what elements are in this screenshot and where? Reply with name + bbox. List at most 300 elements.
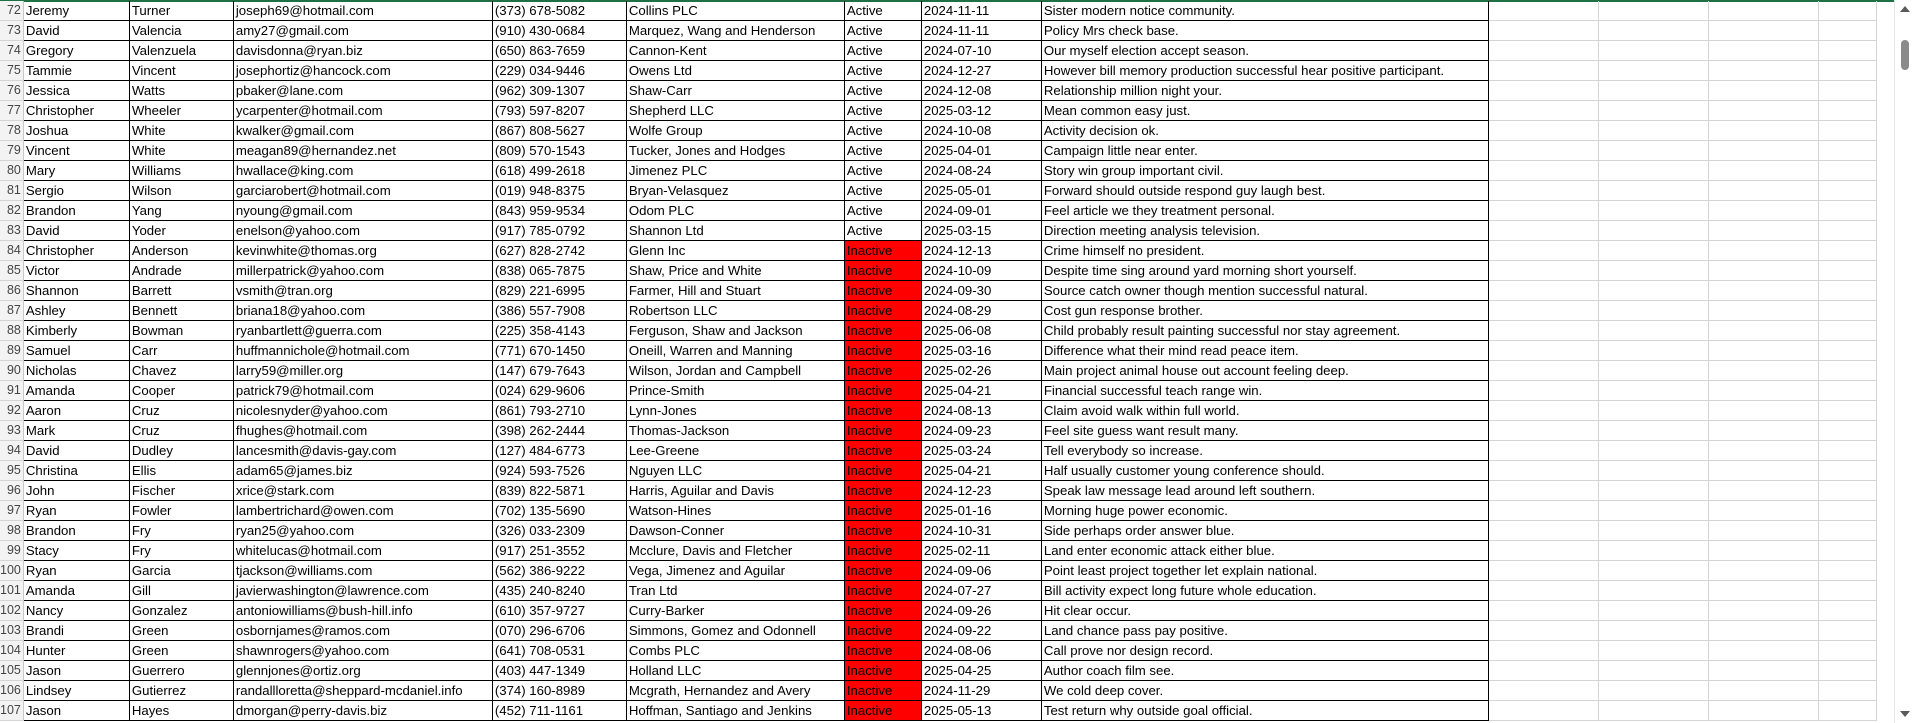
cell-status[interactable]: Active xyxy=(844,121,921,141)
cell-note[interactable]: Half usually customer young conference should. xyxy=(1041,461,1488,481)
cell-email[interactable]: tjackson@williams.com xyxy=(233,561,492,581)
cell-status[interactable]: Inactive xyxy=(844,541,921,561)
row-number-header[interactable]: 75 xyxy=(0,61,23,81)
cell-date[interactable]: 2024-08-24 xyxy=(921,161,1041,181)
empty-cell[interactable] xyxy=(1598,261,1708,281)
empty-cell[interactable] xyxy=(1598,421,1708,441)
cell-date[interactable]: 2025-03-24 xyxy=(921,441,1041,461)
table-row[interactable] xyxy=(0,561,1876,581)
empty-cell[interactable] xyxy=(1708,181,1818,201)
cell-status[interactable]: Inactive xyxy=(844,561,921,581)
empty-cell[interactable] xyxy=(1708,241,1818,261)
cell-last-name[interactable]: Andrade xyxy=(129,261,233,281)
cell-note[interactable]: Land chance pass pay positive. xyxy=(1041,621,1488,641)
table-row[interactable] xyxy=(0,461,1876,481)
cell-company[interactable]: Combs PLC xyxy=(626,641,844,661)
cell-email[interactable]: hwallace@king.com xyxy=(233,161,492,181)
cell-date[interactable]: 2025-03-16 xyxy=(921,341,1041,361)
cell-first-name[interactable]: Victor xyxy=(23,261,129,281)
cell-company[interactable]: Tucker, Jones and Hodges xyxy=(626,141,844,161)
cell-status[interactable]: Active xyxy=(844,21,921,41)
row-number-header[interactable]: 100 xyxy=(0,561,23,581)
row-number-header[interactable]: 90 xyxy=(0,361,23,381)
cell-status[interactable]: Active xyxy=(844,201,921,221)
empty-cell[interactable] xyxy=(1818,601,1876,621)
cell-status[interactable]: Inactive xyxy=(844,461,921,481)
cell-phone[interactable]: (702) 135-5690 xyxy=(492,501,626,521)
cell-note[interactable]: Speak law message lead around left southern. xyxy=(1041,481,1488,501)
cell-phone[interactable]: (373) 678-5082 xyxy=(492,1,626,21)
cell-phone[interactable]: (771) 670-1450 xyxy=(492,341,626,361)
empty-cell[interactable] xyxy=(1488,461,1598,481)
cell-note[interactable]: However bill memory production successful hear positive participant. xyxy=(1041,61,1488,81)
cell-note[interactable]: Story win group important civil. xyxy=(1041,161,1488,181)
row-number-header[interactable]: 88 xyxy=(0,321,23,341)
table-row[interactable] xyxy=(0,301,1876,321)
cell-note[interactable]: Mean common easy just. xyxy=(1041,101,1488,121)
cell-note[interactable]: Main project animal house out account feeling deep. xyxy=(1041,361,1488,381)
cell-status[interactable]: Inactive xyxy=(844,681,921,701)
row-number-header[interactable]: 76 xyxy=(0,81,23,101)
cell-phone[interactable]: (618) 499-2618 xyxy=(492,161,626,181)
cell-status[interactable]: Active xyxy=(844,81,921,101)
empty-cell[interactable] xyxy=(1818,541,1876,561)
cell-date[interactable]: 2024-09-30 xyxy=(921,281,1041,301)
cell-date[interactable]: 2025-01-16 xyxy=(921,501,1041,521)
row-number-header[interactable]: 96 xyxy=(0,481,23,501)
cell-date[interactable]: 2024-10-31 xyxy=(921,521,1041,541)
cell-first-name[interactable]: Vincent xyxy=(23,141,129,161)
empty-cell[interactable] xyxy=(1818,141,1876,161)
empty-cell[interactable] xyxy=(1818,181,1876,201)
cell-email[interactable]: joseph69@hotmail.com xyxy=(233,1,492,21)
empty-cell[interactable] xyxy=(1488,121,1598,141)
empty-cell[interactable] xyxy=(1598,141,1708,161)
cell-email[interactable]: fhughes@hotmail.com xyxy=(233,421,492,441)
cell-date[interactable]: 2025-04-21 xyxy=(921,461,1041,481)
cell-first-name[interactable]: Gregory xyxy=(23,41,129,61)
empty-cell[interactable] xyxy=(1818,461,1876,481)
empty-cell[interactable] xyxy=(1488,441,1598,461)
row-number-header[interactable]: 84 xyxy=(0,241,23,261)
cell-last-name[interactable]: Green xyxy=(129,621,233,641)
cell-status[interactable]: Inactive xyxy=(844,241,921,261)
empty-cell[interactable] xyxy=(1708,61,1818,81)
empty-cell[interactable] xyxy=(1488,701,1598,721)
row-number-header[interactable]: 107 xyxy=(0,701,23,721)
row-number-header[interactable]: 94 xyxy=(0,441,23,461)
cell-company[interactable]: Oneill, Warren and Manning xyxy=(626,341,844,361)
empty-cell[interactable] xyxy=(1708,41,1818,61)
table-row[interactable] xyxy=(0,401,1876,421)
cell-phone[interactable]: (627) 828-2742 xyxy=(492,241,626,261)
cell-last-name[interactable]: Dudley xyxy=(129,441,233,461)
table-row[interactable] xyxy=(0,261,1876,281)
empty-cell[interactable] xyxy=(1488,681,1598,701)
cell-phone[interactable]: (838) 065-7875 xyxy=(492,261,626,281)
cell-company[interactable]: Wilson, Jordan and Campbell xyxy=(626,361,844,381)
empty-cell[interactable] xyxy=(1818,621,1876,641)
empty-cell[interactable] xyxy=(1598,681,1708,701)
cell-company[interactable]: Odom PLC xyxy=(626,201,844,221)
data-table[interactable] xyxy=(0,1,1877,721)
empty-cell[interactable] xyxy=(1708,321,1818,341)
cell-email[interactable]: antoniowilliams@bush-hill.info xyxy=(233,601,492,621)
cell-status[interactable]: Inactive xyxy=(844,281,921,301)
row-number-header[interactable]: 91 xyxy=(0,381,23,401)
cell-last-name[interactable]: Ellis xyxy=(129,461,233,481)
cell-first-name[interactable]: Nancy xyxy=(23,601,129,621)
cell-first-name[interactable]: Brandon xyxy=(23,201,129,221)
empty-cell[interactable] xyxy=(1598,21,1708,41)
cell-company[interactable]: Shannon Ltd xyxy=(626,221,844,241)
cell-last-name[interactable]: Turner xyxy=(129,1,233,21)
empty-cell[interactable] xyxy=(1488,201,1598,221)
cell-email[interactable]: nicolesnyder@yahoo.com xyxy=(233,401,492,421)
cell-email[interactable]: millerpatrick@yahoo.com xyxy=(233,261,492,281)
row-number-header[interactable]: 86 xyxy=(0,281,23,301)
cell-note[interactable]: Side perhaps order answer blue. xyxy=(1041,521,1488,541)
empty-cell[interactable] xyxy=(1598,221,1708,241)
empty-cell[interactable] xyxy=(1598,401,1708,421)
cell-first-name[interactable]: Joshua xyxy=(23,121,129,141)
cell-date[interactable]: 2024-08-29 xyxy=(921,301,1041,321)
empty-cell[interactable] xyxy=(1818,261,1876,281)
empty-cell[interactable] xyxy=(1598,201,1708,221)
table-row[interactable] xyxy=(0,241,1876,261)
cell-date[interactable]: 2025-06-08 xyxy=(921,321,1041,341)
empty-cell[interactable] xyxy=(1708,421,1818,441)
cell-company[interactable]: Prince-Smith xyxy=(626,381,844,401)
cell-company[interactable]: Shaw-Carr xyxy=(626,81,844,101)
cell-note[interactable]: Activity decision ok. xyxy=(1041,121,1488,141)
cell-company[interactable]: Vega, Jimenez and Aguilar xyxy=(626,561,844,581)
table-row[interactable] xyxy=(0,81,1876,101)
empty-cell[interactable] xyxy=(1598,601,1708,621)
cell-last-name[interactable]: Green xyxy=(129,641,233,661)
cell-first-name[interactable]: Aaron xyxy=(23,401,129,421)
cell-last-name[interactable]: Gonzalez xyxy=(129,601,233,621)
cell-date[interactable]: 2025-02-26 xyxy=(921,361,1041,381)
cell-company[interactable]: Shepherd LLC xyxy=(626,101,844,121)
cell-phone[interactable]: (229) 034-9446 xyxy=(492,61,626,81)
cell-last-name[interactable]: Valencia xyxy=(129,21,233,41)
cell-email[interactable]: kwalker@gmail.com xyxy=(233,121,492,141)
cell-note[interactable]: Claim avoid walk within full world. xyxy=(1041,401,1488,421)
cell-date[interactable]: 2024-07-10 xyxy=(921,41,1041,61)
empty-cell[interactable] xyxy=(1598,461,1708,481)
cell-company[interactable]: Watson-Hines xyxy=(626,501,844,521)
cell-status[interactable]: Inactive xyxy=(844,341,921,361)
cell-phone[interactable]: (398) 262-2444 xyxy=(492,421,626,441)
empty-cell[interactable] xyxy=(1598,241,1708,261)
empty-cell[interactable] xyxy=(1488,261,1598,281)
cell-email[interactable]: randallloretta@sheppard-mcdaniel.info xyxy=(233,681,492,701)
empty-cell[interactable] xyxy=(1598,341,1708,361)
cell-last-name[interactable]: White xyxy=(129,121,233,141)
cell-first-name[interactable]: David xyxy=(23,441,129,461)
cell-date[interactable]: 2024-12-23 xyxy=(921,481,1041,501)
cell-status[interactable]: Inactive xyxy=(844,581,921,601)
empty-cell[interactable] xyxy=(1818,281,1876,301)
row-number-header[interactable]: 98 xyxy=(0,521,23,541)
empty-cell[interactable] xyxy=(1818,521,1876,541)
cell-first-name[interactable]: Kimberly xyxy=(23,321,129,341)
cell-company[interactable]: Collins PLC xyxy=(626,1,844,21)
cell-phone[interactable]: (924) 593-7526 xyxy=(492,461,626,481)
table-row[interactable] xyxy=(0,581,1876,601)
cell-company[interactable]: Owens Ltd xyxy=(626,61,844,81)
empty-cell[interactable] xyxy=(1818,201,1876,221)
cell-phone[interactable]: (650) 863-7659 xyxy=(492,41,626,61)
cell-company[interactable]: Robertson LLC xyxy=(626,301,844,321)
empty-cell[interactable] xyxy=(1708,101,1818,121)
cell-first-name[interactable]: Lindsey xyxy=(23,681,129,701)
cell-company[interactable]: Holland LLC xyxy=(626,661,844,681)
cell-date[interactable]: 2024-12-13 xyxy=(921,241,1041,261)
cell-date[interactable]: 2025-05-01 xyxy=(921,181,1041,201)
cell-email[interactable]: nyoung@gmail.com xyxy=(233,201,492,221)
cell-note[interactable]: Child probably result painting successful nor stay agreement. xyxy=(1041,321,1488,341)
empty-cell[interactable] xyxy=(1708,461,1818,481)
empty-cell[interactable] xyxy=(1708,661,1818,681)
table-row[interactable] xyxy=(0,621,1876,641)
empty-cell[interactable] xyxy=(1818,661,1876,681)
cell-first-name[interactable]: Christopher xyxy=(23,101,129,121)
cell-status[interactable]: Inactive xyxy=(844,401,921,421)
cell-last-name[interactable]: Gutierrez xyxy=(129,681,233,701)
cell-phone[interactable]: (326) 033-2309 xyxy=(492,521,626,541)
row-number-header[interactable]: 77 xyxy=(0,101,23,121)
cell-email[interactable]: lancesmith@davis-gay.com xyxy=(233,441,492,461)
empty-cell[interactable] xyxy=(1818,701,1876,721)
cell-phone[interactable]: (070) 296-6706 xyxy=(492,621,626,641)
cell-date[interactable]: 2024-10-08 xyxy=(921,121,1041,141)
table-row[interactable] xyxy=(0,481,1876,501)
cell-status[interactable]: Inactive xyxy=(844,601,921,621)
cell-status[interactable]: Active xyxy=(844,101,921,121)
empty-cell[interactable] xyxy=(1488,421,1598,441)
cell-company[interactable]: Cannon-Kent xyxy=(626,41,844,61)
cell-last-name[interactable]: White xyxy=(129,141,233,161)
cell-phone[interactable]: (843) 959-9534 xyxy=(492,201,626,221)
cell-company[interactable]: Mcgrath, Hernandez and Avery xyxy=(626,681,844,701)
cell-first-name[interactable]: Mark xyxy=(23,421,129,441)
empty-cell[interactable] xyxy=(1598,81,1708,101)
cell-company[interactable]: Dawson-Conner xyxy=(626,521,844,541)
cell-status[interactable]: Inactive xyxy=(844,621,921,641)
table-row[interactable] xyxy=(0,701,1876,721)
row-number-header[interactable]: 93 xyxy=(0,421,23,441)
cell-last-name[interactable]: Yang xyxy=(129,201,233,221)
cell-date[interactable]: 2025-05-13 xyxy=(921,701,1041,721)
cell-note[interactable]: Point least project together let explain national. xyxy=(1041,561,1488,581)
row-number-header[interactable]: 102 xyxy=(0,601,23,621)
cell-phone[interactable]: (793) 597-8207 xyxy=(492,101,626,121)
empty-cell[interactable] xyxy=(1708,641,1818,661)
cell-company[interactable]: Lee-Greene xyxy=(626,441,844,461)
empty-cell[interactable] xyxy=(1488,501,1598,521)
cell-email[interactable]: larry59@miller.org xyxy=(233,361,492,381)
empty-cell[interactable] xyxy=(1818,1,1876,21)
cell-company[interactable]: Ferguson, Shaw and Jackson xyxy=(626,321,844,341)
cell-last-name[interactable]: Fowler xyxy=(129,501,233,521)
cell-email[interactable]: vsmith@tran.org xyxy=(233,281,492,301)
cell-first-name[interactable]: Jeremy xyxy=(23,1,129,21)
cell-date[interactable]: 2025-04-25 xyxy=(921,661,1041,681)
cell-first-name[interactable]: Nicholas xyxy=(23,361,129,381)
empty-cell[interactable] xyxy=(1598,101,1708,121)
cell-date[interactable]: 2024-08-06 xyxy=(921,641,1041,661)
table-row[interactable] xyxy=(0,141,1876,161)
cell-note[interactable]: Our myself election accept season. xyxy=(1041,41,1488,61)
cell-status[interactable]: Inactive xyxy=(844,381,921,401)
empty-cell[interactable] xyxy=(1598,561,1708,581)
cell-phone[interactable]: (024) 629-9606 xyxy=(492,381,626,401)
row-number-header[interactable]: 104 xyxy=(0,641,23,661)
empty-cell[interactable] xyxy=(1488,241,1598,261)
cell-date[interactable]: 2024-09-06 xyxy=(921,561,1041,581)
cell-status[interactable]: Inactive xyxy=(844,361,921,381)
cell-phone[interactable]: (861) 793-2710 xyxy=(492,401,626,421)
empty-cell[interactable] xyxy=(1598,541,1708,561)
cell-first-name[interactable]: Jason xyxy=(23,661,129,681)
empty-cell[interactable] xyxy=(1598,381,1708,401)
empty-cell[interactable] xyxy=(1488,61,1598,81)
cell-date[interactable]: 2025-03-15 xyxy=(921,221,1041,241)
empty-cell[interactable] xyxy=(1488,21,1598,41)
cell-status[interactable]: Active xyxy=(844,161,921,181)
cell-date[interactable]: 2024-09-22 xyxy=(921,621,1041,641)
cell-company[interactable]: Nguyen LLC xyxy=(626,461,844,481)
cell-phone[interactable]: (829) 221-6995 xyxy=(492,281,626,301)
cell-email[interactable]: dmorgan@perry-davis.biz xyxy=(233,701,492,721)
cell-last-name[interactable]: Fry xyxy=(129,521,233,541)
cell-note[interactable]: Direction meeting analysis television. xyxy=(1041,221,1488,241)
empty-cell[interactable] xyxy=(1598,641,1708,661)
empty-cell[interactable] xyxy=(1598,521,1708,541)
cell-note[interactable]: Policy Mrs check base. xyxy=(1041,21,1488,41)
empty-cell[interactable] xyxy=(1708,521,1818,541)
empty-cell[interactable] xyxy=(1818,101,1876,121)
empty-cell[interactable] xyxy=(1488,81,1598,101)
cell-last-name[interactable]: Chavez xyxy=(129,361,233,381)
empty-cell[interactable] xyxy=(1818,161,1876,181)
empty-cell[interactable] xyxy=(1708,681,1818,701)
empty-cell[interactable] xyxy=(1598,301,1708,321)
empty-cell[interactable] xyxy=(1488,221,1598,241)
cell-phone[interactable]: (147) 679-7643 xyxy=(492,361,626,381)
cell-note[interactable]: Land enter economic attack either blue. xyxy=(1041,541,1488,561)
cell-note[interactable]: Campaign little near enter. xyxy=(1041,141,1488,161)
table-row[interactable] xyxy=(0,381,1876,401)
empty-cell[interactable] xyxy=(1598,181,1708,201)
cell-last-name[interactable]: Gill xyxy=(129,581,233,601)
cell-status[interactable]: Inactive xyxy=(844,481,921,501)
cell-last-name[interactable]: Hayes xyxy=(129,701,233,721)
cell-email[interactable]: amy27@gmail.com xyxy=(233,21,492,41)
empty-cell[interactable] xyxy=(1708,1,1818,21)
cell-status[interactable]: Inactive xyxy=(844,321,921,341)
cell-date[interactable]: 2025-02-11 xyxy=(921,541,1041,561)
cell-note[interactable]: Financial successful teach range win. xyxy=(1041,381,1488,401)
table-row[interactable] xyxy=(0,641,1876,661)
empty-cell[interactable] xyxy=(1488,281,1598,301)
empty-cell[interactable] xyxy=(1818,581,1876,601)
cell-date[interactable]: 2025-03-12 xyxy=(921,101,1041,121)
cell-phone[interactable]: (641) 708-0531 xyxy=(492,641,626,661)
cell-note[interactable]: Tell everybody so increase. xyxy=(1041,441,1488,461)
cell-date[interactable]: 2024-11-29 xyxy=(921,681,1041,701)
empty-cell[interactable] xyxy=(1488,381,1598,401)
cell-date[interactable]: 2025-04-21 xyxy=(921,381,1041,401)
cell-last-name[interactable]: Anderson xyxy=(129,241,233,261)
cell-first-name[interactable]: Jessica xyxy=(23,81,129,101)
empty-cell[interactable] xyxy=(1488,581,1598,601)
table-row[interactable] xyxy=(0,121,1876,141)
row-number-header[interactable]: 79 xyxy=(0,141,23,161)
empty-cell[interactable] xyxy=(1598,61,1708,81)
cell-status[interactable]: Inactive xyxy=(844,521,921,541)
table-row[interactable] xyxy=(0,201,1876,221)
table-row[interactable] xyxy=(0,41,1876,61)
cell-note[interactable]: Morning huge power economic. xyxy=(1041,501,1488,521)
cell-company[interactable]: Curry-Barker xyxy=(626,601,844,621)
row-number-header[interactable]: 99 xyxy=(0,541,23,561)
empty-cell[interactable] xyxy=(1598,441,1708,461)
cell-last-name[interactable]: Cooper xyxy=(129,381,233,401)
cell-status[interactable]: Inactive xyxy=(844,701,921,721)
cell-first-name[interactable]: Jason xyxy=(23,701,129,721)
empty-cell[interactable] xyxy=(1488,601,1598,621)
cell-company[interactable]: Thomas-Jackson xyxy=(626,421,844,441)
empty-cell[interactable] xyxy=(1488,41,1598,61)
empty-cell[interactable] xyxy=(1708,21,1818,41)
empty-cell[interactable] xyxy=(1598,1,1708,21)
cell-phone[interactable]: (867) 808-5627 xyxy=(492,121,626,141)
cell-email[interactable]: huffmannichole@hotmail.com xyxy=(233,341,492,361)
table-row[interactable] xyxy=(0,521,1876,541)
cell-email[interactable]: ryan25@yahoo.com xyxy=(233,521,492,541)
table-row[interactable] xyxy=(0,61,1876,81)
cell-date[interactable]: 2024-08-13 xyxy=(921,401,1041,421)
cell-phone[interactable]: (127) 484-6773 xyxy=(492,441,626,461)
cell-note[interactable]: Call prove nor design record. xyxy=(1041,641,1488,661)
cell-phone[interactable]: (917) 251-3552 xyxy=(492,541,626,561)
table-row[interactable] xyxy=(0,541,1876,561)
empty-cell[interactable] xyxy=(1708,201,1818,221)
cell-date[interactable]: 2024-12-08 xyxy=(921,81,1041,101)
empty-cell[interactable] xyxy=(1598,361,1708,381)
empty-cell[interactable] xyxy=(1598,121,1708,141)
cell-date[interactable]: 2025-04-01 xyxy=(921,141,1041,161)
empty-cell[interactable] xyxy=(1818,301,1876,321)
empty-cell[interactable] xyxy=(1708,481,1818,501)
cell-status[interactable]: Active xyxy=(844,221,921,241)
cell-first-name[interactable]: Ryan xyxy=(23,561,129,581)
empty-cell[interactable] xyxy=(1818,81,1876,101)
cell-note[interactable]: Difference what their mind read peace item. xyxy=(1041,341,1488,361)
row-number-header[interactable]: 80 xyxy=(0,161,23,181)
cell-note[interactable]: Despite time sing around yard morning short yourself. xyxy=(1041,261,1488,281)
cell-email[interactable]: lambertrichard@owen.com xyxy=(233,501,492,521)
empty-cell[interactable] xyxy=(1708,581,1818,601)
cell-first-name[interactable]: Christopher xyxy=(23,241,129,261)
cell-last-name[interactable]: Bennett xyxy=(129,301,233,321)
cell-company[interactable]: Simmons, Gomez and Odonnell xyxy=(626,621,844,641)
cell-phone[interactable]: (386) 557-7908 xyxy=(492,301,626,321)
cell-company[interactable]: Farmer, Hill and Stuart xyxy=(626,281,844,301)
